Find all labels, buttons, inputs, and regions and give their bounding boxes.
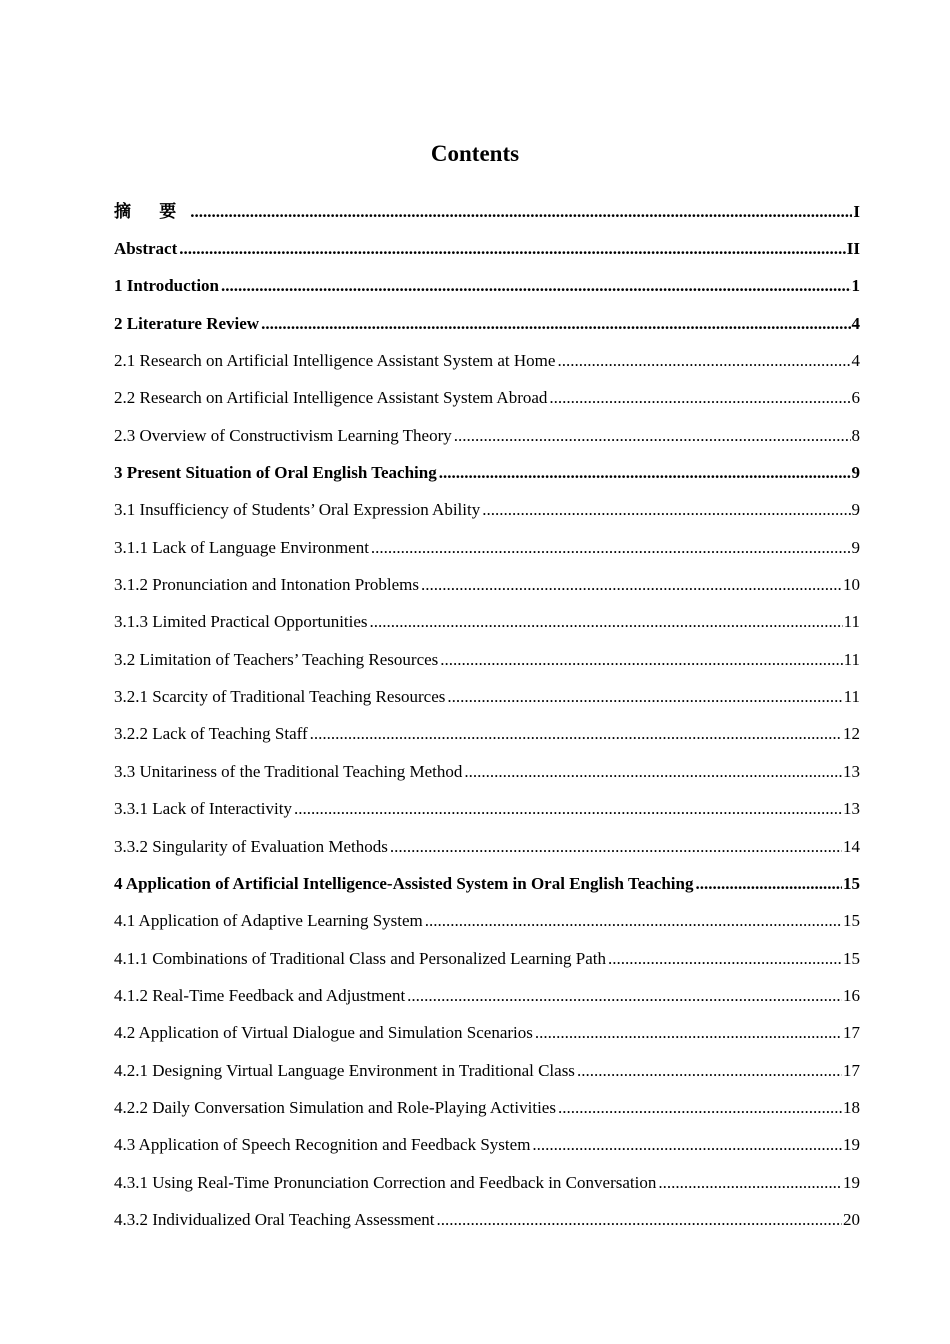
toc-entry-label: 3.3.2 Singularity of Evaluation Methods bbox=[114, 836, 388, 856]
toc-entry[interactable] bbox=[114, 417, 860, 454]
toc-entry-page-number: 20 bbox=[843, 1209, 860, 1229]
toc-leader-dots bbox=[549, 386, 850, 410]
toc-entry[interactable] bbox=[114, 1015, 860, 1052]
toc-entry-page-number: 9 bbox=[851, 537, 860, 557]
toc-leader-dots bbox=[608, 947, 842, 971]
toc-leader-dots bbox=[658, 1171, 842, 1195]
toc-entry-label: 3.2.2 Lack of Teaching Staff bbox=[114, 724, 308, 744]
toc-entry[interactable] bbox=[114, 828, 860, 865]
toc-entry-label: 摘 要 bbox=[114, 201, 189, 221]
toc-leader-dots bbox=[532, 1133, 842, 1157]
toc-leader-dots bbox=[371, 536, 851, 560]
toc-entry[interactable] bbox=[114, 1164, 860, 1201]
toc-entry-page-number: 11 bbox=[843, 649, 860, 669]
toc-entry-page-number: 19 bbox=[843, 1135, 860, 1155]
toc-leader-dots bbox=[454, 424, 851, 448]
toc-entry-page-number: 13 bbox=[843, 799, 860, 819]
toc-entry-label: 4 Application of Artificial Intelligence-Assisted System in Oral English Teaching bbox=[114, 873, 694, 893]
toc-entry[interactable] bbox=[114, 865, 860, 902]
toc-entry-label: 2.3 Overview of Constructivism Learning Theory bbox=[114, 425, 452, 445]
toc-entry-page-number: 15 bbox=[843, 873, 860, 893]
toc-entry-page-number: 11 bbox=[843, 612, 860, 632]
toc-leader-dots bbox=[310, 722, 842, 746]
toc-entry-page-number: 10 bbox=[843, 575, 860, 595]
toc-leader-dots bbox=[425, 909, 842, 933]
toc-leader-dots bbox=[190, 200, 852, 224]
toc-entry[interactable] bbox=[114, 977, 860, 1014]
toc-entry-page-number: 4 bbox=[851, 313, 860, 333]
toc-entry[interactable] bbox=[114, 268, 860, 305]
toc-entry[interactable] bbox=[114, 678, 860, 715]
toc-entry[interactable] bbox=[114, 380, 860, 417]
toc-entry-page-number: 12 bbox=[843, 724, 860, 744]
table-of-contents bbox=[114, 193, 860, 1239]
toc-entry-label: 4.2.1 Designing Virtual Language Environment in Traditional Class bbox=[114, 1060, 575, 1080]
toc-entry-page-number: 9 bbox=[851, 500, 860, 520]
toc-entry[interactable] bbox=[114, 454, 860, 491]
toc-leader-dots bbox=[440, 648, 842, 672]
toc-entry-label: 4.1.2 Real-Time Feedback and Adjustment bbox=[114, 985, 406, 1005]
toc-entry-label: 3.2 Limitation of Teachers’ Teaching Resources bbox=[114, 649, 439, 669]
toc-entry-label: 4.1 Application of Adaptive Learning System bbox=[114, 911, 423, 931]
toc-leader-dots bbox=[447, 685, 842, 709]
toc-entry-page-number: 19 bbox=[843, 1172, 860, 1192]
toc-entry[interactable] bbox=[114, 641, 860, 678]
toc-entry[interactable] bbox=[114, 1089, 860, 1126]
toc-entry-label: 3.1.1 Lack of Language Environment bbox=[114, 537, 369, 557]
toc-entry-page-number: 13 bbox=[843, 761, 860, 781]
toc-entry[interactable] bbox=[114, 1052, 860, 1089]
toc-entry-label: Abstract bbox=[114, 239, 178, 259]
toc-entry-page-number: 1 bbox=[851, 276, 860, 296]
toc-leader-dots bbox=[577, 1059, 842, 1083]
toc-entry-page-number: I bbox=[853, 201, 860, 221]
toc-leader-dots bbox=[370, 610, 843, 634]
toc-leader-dots bbox=[437, 1208, 843, 1232]
toc-leader-dots bbox=[294, 797, 842, 821]
toc-entry[interactable] bbox=[114, 529, 860, 566]
toc-entry-page-number: 17 bbox=[843, 1060, 860, 1080]
toc-entry-page-number: 14 bbox=[843, 836, 860, 856]
toc-entry-label: 3 Present Situation of Oral English Teaching bbox=[114, 463, 437, 483]
toc-entry[interactable] bbox=[114, 903, 860, 940]
toc-entry-page-number: II bbox=[846, 239, 860, 259]
toc-entry-page-number: 15 bbox=[843, 911, 860, 931]
toc-entry-label: 3.3 Unitariness of the Traditional Teaching Method bbox=[114, 761, 463, 781]
toc-entry-label: 2.1 Research on Artificial Intelligence Assistant System at Home bbox=[114, 351, 556, 371]
toc-entry[interactable] bbox=[114, 604, 860, 641]
toc-entry-label: 2 Literature Review bbox=[114, 313, 260, 333]
toc-entry[interactable] bbox=[114, 716, 860, 753]
toc-leader-dots bbox=[464, 760, 842, 784]
toc-entry-label: 4.2 Application of Virtual Dialogue and Simulation Scenarios bbox=[114, 1023, 533, 1043]
toc-entry[interactable] bbox=[114, 305, 860, 342]
toc-leader-dots bbox=[557, 349, 850, 373]
toc-entry-page-number: 6 bbox=[851, 388, 860, 408]
toc-entry-label: 3.2.1 Scarcity of Traditional Teaching Resources bbox=[114, 687, 446, 707]
toc-entry-page-number: 17 bbox=[843, 1023, 860, 1043]
toc-leader-dots bbox=[439, 461, 851, 485]
toc-leader-dots bbox=[421, 573, 842, 597]
toc-entry-label: 4.2.2 Daily Conversation Simulation and Role-Playing Activities bbox=[114, 1097, 556, 1117]
toc-entry[interactable] bbox=[114, 791, 860, 828]
toc-entry[interactable] bbox=[114, 940, 860, 977]
toc-entry-page-number: 16 bbox=[843, 985, 860, 1005]
toc-entry-page-number: 18 bbox=[843, 1097, 860, 1117]
toc-leader-dots bbox=[390, 835, 842, 859]
toc-entry-label: 3.1.2 Pronunciation and Intonation Problems bbox=[114, 575, 420, 595]
toc-leader-dots bbox=[558, 1096, 842, 1120]
toc-entry-page-number: 4 bbox=[851, 351, 860, 371]
toc-entry-label: 3.1 Insufficiency of Students’ Oral Expression Ability bbox=[114, 500, 481, 520]
toc-entry[interactable] bbox=[114, 492, 860, 529]
toc-entry[interactable] bbox=[114, 1201, 860, 1238]
toc-entry-label: 3.3.1 Lack of Interactivity bbox=[114, 799, 292, 819]
toc-entry-page-number: 15 bbox=[843, 948, 860, 968]
toc-entry[interactable] bbox=[114, 566, 860, 603]
toc-leader-dots bbox=[221, 274, 850, 298]
toc-entry-page-number: 11 bbox=[843, 687, 860, 707]
toc-entry-label: 2.2 Research on Artificial Intelligence Assistant System Abroad bbox=[114, 388, 548, 408]
toc-leader-dots bbox=[179, 237, 846, 261]
toc-entry-label: 4.3.2 Individualized Oral Teaching Assessment bbox=[114, 1209, 435, 1229]
page-title: Contents bbox=[430, 141, 520, 167]
toc-entry[interactable] bbox=[114, 193, 860, 230]
toc-entry-page-number: 8 bbox=[851, 425, 860, 445]
toc-leader-dots bbox=[695, 872, 842, 896]
toc-entry-label: 1 Introduction bbox=[114, 276, 220, 296]
toc-leader-dots bbox=[535, 1021, 842, 1045]
toc-entry-label: 4.3.1 Using Real-Time Pronunciation Correction and Feedback in Conversation bbox=[114, 1172, 657, 1192]
toc-entry[interactable] bbox=[114, 230, 860, 267]
toc-leader-dots bbox=[482, 498, 850, 522]
toc-entry[interactable] bbox=[114, 342, 860, 379]
toc-entry-page-number: 9 bbox=[851, 463, 860, 483]
toc-entry-label: 4.3 Application of Speech Recognition and Feedback System bbox=[114, 1135, 531, 1155]
toc-leader-dots bbox=[407, 984, 842, 1008]
toc-leader-dots bbox=[261, 312, 850, 336]
toc-entry-label: 3.1.3 Limited Practical Opportunities bbox=[114, 612, 368, 632]
toc-entry[interactable] bbox=[114, 1127, 860, 1164]
toc-entry[interactable] bbox=[114, 753, 860, 790]
toc-entry-label: 4.1.1 Combinations of Traditional Class and Personalized Learning Path bbox=[114, 948, 607, 968]
